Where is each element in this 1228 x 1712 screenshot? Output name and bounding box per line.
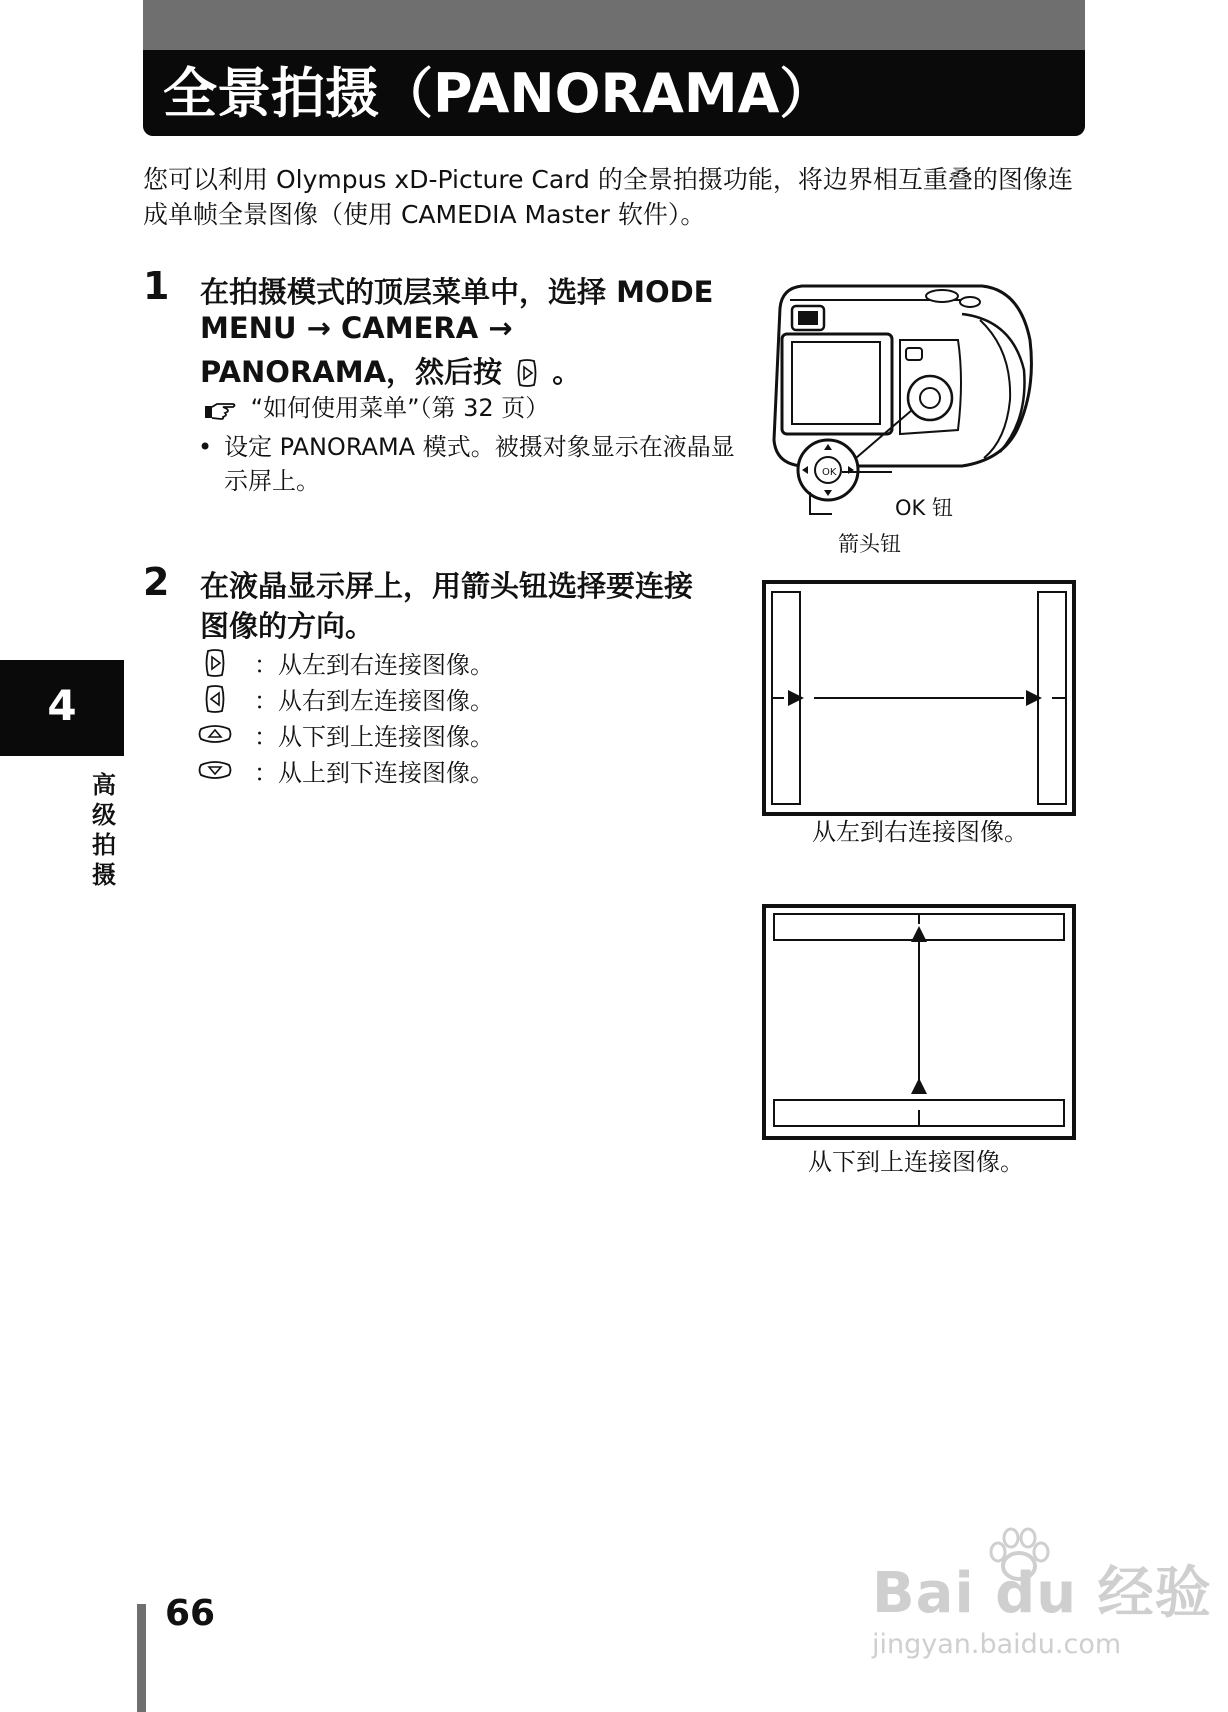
hand-pointer-icon bbox=[203, 398, 239, 430]
panorama-bottom-to-top-diagram bbox=[762, 904, 1076, 1140]
step-1-heading-line2: MENU → CAMERA → bbox=[200, 311, 513, 345]
direction-right-text: ：从左到右连接图像。 bbox=[254, 651, 494, 679]
step-1-bullet-mark: • bbox=[198, 433, 213, 461]
step-1-heading-line1: 在拍摄模式的顶层菜单中，选择 MODE bbox=[200, 275, 714, 309]
chapter-number: 4 bbox=[47, 681, 77, 730]
svg-text:OK: OK bbox=[822, 467, 837, 478]
title-bar bbox=[143, 50, 1085, 136]
step-1-bullet-text: 设定 PANORAMA 模式。被摄对象显示在液晶显示屏上。 bbox=[224, 433, 735, 495]
direction-down-text: ：从上到下连接图像。 bbox=[254, 759, 494, 787]
arrow-pad-label: 箭头钮 bbox=[838, 532, 901, 556]
panorama-left-to-right-diagram bbox=[762, 580, 1076, 816]
direction-left-text: ：从右到左连接图像。 bbox=[254, 687, 494, 715]
ok-button-label: OK 钮 bbox=[895, 496, 953, 520]
page-number-bar bbox=[137, 1604, 146, 1712]
intro-paragraph: 您可以利用 Olympus xD-Picture Card 的全景拍摄功能，将边界相互重叠的图像连成单帧全景图像（使用 CAMEDIA Master 软件）。 bbox=[143, 165, 1073, 229]
step-1-heading-line3-end: 。 bbox=[552, 355, 582, 389]
step-1-reference-text: “如何使用菜单”（第 32 页） bbox=[250, 394, 550, 422]
chapter-label: 高级拍摄 bbox=[92, 771, 116, 889]
step-2-number: 2 bbox=[143, 560, 170, 604]
step-1-reference bbox=[203, 392, 549, 430]
page-title: 全景拍摄（PANORAMA） bbox=[163, 62, 834, 125]
watermark-brand: Bai du 经验 bbox=[872, 1561, 1212, 1626]
caption-bottom-to-top: 从下到上连接图像。 bbox=[808, 1148, 1024, 1176]
header-top-bar bbox=[143, 0, 1085, 50]
chapter-tab bbox=[0, 660, 124, 756]
caption-left-to-right: 从左到右连接图像。 bbox=[812, 818, 1028, 846]
direction-up-text: ：从下到上连接图像。 bbox=[254, 723, 494, 751]
step-1-heading-line3-text: PANORAMA，然后按 bbox=[200, 355, 503, 389]
step-2-heading-line2: 图像的方向。 bbox=[200, 609, 375, 643]
camera-illustration bbox=[762, 280, 1042, 510]
step-2-heading-line1: 在液晶显示屏上，用箭头钮选择要连接 bbox=[200, 569, 694, 603]
watermark-url: jingyan.baidu.com bbox=[872, 1629, 1122, 1660]
page-number: 66 bbox=[165, 1593, 216, 1634]
step-1-number: 1 bbox=[143, 264, 170, 308]
